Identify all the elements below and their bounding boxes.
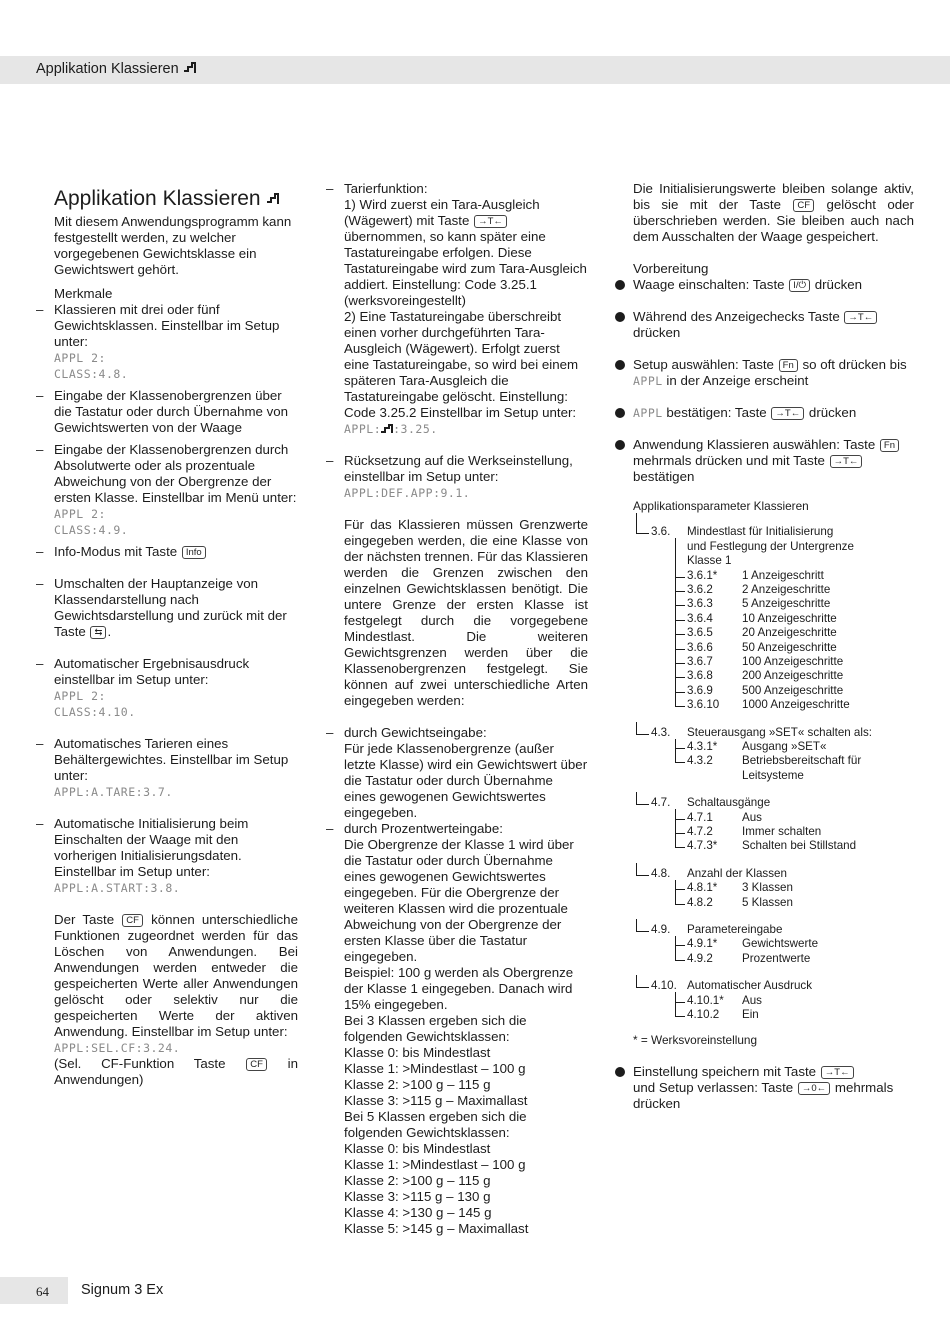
parameter-label: Ausgang »SET« [742,739,827,753]
column-middle [326,181,588,1237]
step-text: Einstellung speichern mit Taste [633,1064,817,1080]
step-item [633,405,914,421]
parameter-code: 3.6.7 [687,654,713,668]
step-item [633,277,914,293]
parameter-code: 4.7.3* [687,839,718,853]
parameter-code: 4.7.2 [687,824,713,838]
class-line: Klasse 1: >Mindestlast – 100 g [344,1157,526,1172]
power-key-icon: I/⏻ [789,279,810,292]
column-right [614,181,914,1112]
gewicht-text: Für jede Klassenobergrenze (außer letzte Klasse) wird ein Gewichtswert über die Tastatur oder durch Übernahme eines gewogenen Gewichtswertes eingegeben. [344,741,588,820]
bullet-icon [615,312,625,322]
parameter-label: Schaltausgänge [687,796,771,810]
parameter-label: Mindestlast für Initialisierung [687,525,834,539]
feature-text: Automatischer Ergebnisausdruck einstellbar im Setup unter: [54,656,250,687]
cf-text: können unterschiedliche Funktionen zugeordnet werden für das Löschen von Anwendungen. Bei Anwendungen werden entweder die gespeicherten Werte aller Anwendungen gelöscht oder selektiv nur die gespeicherten Werte der aktiven Anwendung. Einstellbar im Setup unter: [54,912,298,1039]
lcd-code: CLASS:4.8. [54,367,129,381]
feature-text: Eingabe der Klassenobergrenzen durch Absolutwerte oder als prozentuale Abweichung von der Obergrenze der ersten Klasse. Einstellbar im Menü unter: [54,442,297,505]
class-line: Klasse 1: >Mindestlast – 100 g [344,1061,526,1076]
parameter-label: und Festlegung der Untergrenze [687,539,854,553]
cf-key-icon: CF [246,1058,267,1071]
step-text: bestätigen: Taste [666,405,767,420]
step-text: mehrmals drücken und mit Taste [633,453,825,468]
lcd-code: APPL:A.START:3.8. [54,881,181,895]
parameter-code: 3.6.2 [687,582,713,596]
feature-item: – Automatische Initialisierung beim Einschalten der Waage mit den vorherigen Initialisierungsdaten. Einstellbar im Setup unter: APPL:A.START:3.8. [36,816,249,895]
parameter-code: 4.9.1* [687,937,718,951]
step-text: drücken [633,325,681,340]
step-item [633,1064,914,1112]
feature-text: Info-Modus mit Taste [54,544,178,559]
parameter-code: 4.10. [651,979,677,993]
prozent-text: Die Obergrenze der Klasse 1 wird über die Tastatur oder durch Übernahme eines gewogenen Gewichtswertes eingegeben. Für die Obergrenze der weiteren Klassen wird die prozentuale Abweichung von der Obergrenze der ersten Klasse über die Tastatur eingegeben. [344,837,574,964]
lcd-code: CLASS:4.9. [54,523,129,537]
beispiel-text: Beispiel: 100 g werden als Obergrenze der Klasse 1 eingegeben. Danach wird 15% eingegeben. [344,965,574,1012]
footnote: * = Werksvoreinstellung [633,1033,758,1048]
class-line: Klasse 0: bis Mindestlast [344,1045,491,1060]
info-key-icon: Info [182,546,206,559]
step-item [633,357,914,389]
footer-page-box [0,1277,68,1304]
tara-item: – Tarierfunktion: 1) Wird zuerst ein Tara-Ausgleich (Wägewert) mit Taste →T← übernommen, so kann später eine Tastatureingabe erfolgen. Diese Tastatureingabe wird zum Tara-Ausgleich addiert. Einstellung: Code 3.25.1 (werksvoreingestellt) 2) Eine Tastatureingabe überschreibt einen vorher durchgeführten Tara-Ausgleich (Wägewert). Erfolgt zuerst eine Tastatureingabe, so wird bei einem späteren Tara-Ausgleich die Tastatureingabe gelöscht. Einstellung: Code 3.25.2 Einstellbar im Setup unter: APPL: :3.25. [326,181,587,436]
feature-item: – Automatisches Tarieren eines Behältergewichtes. Einstellbar im Setup unter: APPL:A.TARE:3.7. [36,736,289,799]
footer-title: Signum 3 Ex [81,1282,164,1298]
tree-sub-branch-line [675,748,685,749]
zero-key-icon: →0← [798,1082,830,1095]
tree-sub-branch-line [675,634,685,635]
parameter-label: Aus [742,993,762,1007]
parameter-label: 20 Anzeigeschritte [742,626,837,640]
step-item [633,437,914,485]
parameter-label: 1000 Anzeigeschritte [742,698,850,712]
parameter-code: 3.6.6 [687,640,713,654]
tree-sub-line [675,880,676,904]
tree-sub-branch-line [675,960,685,961]
tree-branch-line [636,804,649,805]
toggle-key-icon: ⇆ [90,626,106,639]
parameter-label: Gewichtswerte [742,937,819,951]
tree-sub-line [675,809,676,847]
tree-sub-branch-line [675,904,685,905]
parameter-label: Klasse 1 [687,554,732,568]
tree-sub-line [675,936,676,960]
prozent-title: durch Prozentwerteingabe: [344,821,503,836]
feature-text: Automatisches Tarieren eines Behältergewichtes. Einstellbar im Setup unter: [54,736,289,783]
tree-sub-branch-line [675,577,685,578]
tree-sub-branch-line [675,819,685,820]
tree-branch-line [636,533,649,534]
bullet-icon [615,408,625,418]
class-line: Klasse 3: >115 g – Maximallast [344,1093,528,1108]
parameter-code: 4.3.2 [687,754,713,768]
parameter-label: Automatischer Ausdruck [687,979,813,993]
step-text: Setup auswählen: Taste [633,357,774,372]
parameter-label: Ein [742,1007,759,1021]
parameter-code: 4.8.1* [687,881,718,895]
parameter-code: 4.3.1* [687,739,718,753]
parameter-code: 3.6.10 [687,698,720,712]
tree-sub-branch-line [675,762,685,763]
parameter-code: 3.6. [651,525,671,539]
parameter-tree-title: Applikationsparameter Klassieren [633,499,809,513]
step-text: drücken [814,277,863,292]
cf-text: Der Taste [54,912,115,927]
parameter-label: Immer schalten [742,824,822,838]
tara-text: übernommen, so kann später eine Tastatureingabe erfolgen. Diese Tastatureingabe wird zum Tara-Ausgleich addiert. Einstellung: Code 3.25.1 (werksvoreingestellt) [344,229,587,308]
tare-key-icon: →T← [821,1066,854,1079]
cf-text: in Anwendungen) [54,1056,298,1087]
page-number: 64 [36,1284,49,1299]
lcd-code: APPL 2: [54,507,106,521]
gewicht-title: durch Gewichtseingabe: [344,725,487,740]
lcd-code: APPL: [344,422,382,436]
tare-key-icon: →T← [474,215,507,228]
classify-step-icon [183,62,197,74]
cf-paragraph [54,912,298,1088]
tree-sub-branch-line [675,833,685,834]
parameter-label: Prozentwerte [742,951,811,965]
tree-sub-branch-line [675,945,685,946]
reset-text: Rücksetzung auf die Werkseinstellung, einstellbar im Setup unter: [344,453,573,484]
parameter-code: 4.9. [651,922,671,936]
parameter-code: 4.9.2 [687,951,713,965]
tara-title: Tarierfunktion: [344,181,428,196]
parameter-row [633,979,933,993]
tree-sub-branch-line [675,649,685,650]
parameter-code: 4.3. [651,725,671,739]
feature-item: – Eingabe der Klassenobergrenzen über die Tastatur oder durch Übernahme von Gewichtswerten von der Waage [36,388,289,435]
feature-item: – Automatischer Ergebnisausdruck einstellbar im Setup unter: APPL 2: CLASS:4.10. [36,656,250,719]
lcd-code: :3.25. [393,422,438,436]
tara-text: 1) Wird zuerst ein Tara-Ausgleich (Wägewert) mit Taste [344,197,540,228]
feature-item: – Info-Modus mit Taste Info [54,544,298,560]
parameter-row [633,923,933,937]
parameter-code: 4.8. [651,866,671,880]
cf-text: (Sel. CF-Funktion Taste [54,1056,226,1071]
k3-list [344,1045,588,1109]
parameter-label: 50 Anzeigeschritte [742,640,837,654]
feature-text: Umschalten der Hauptanzeige von Klassendarstellung nach Gewichtsdarstellung und zurück mit der Taste [54,576,287,639]
tree-sub-branch-line [675,663,685,664]
parameter-code: 3.6.5 [687,626,713,640]
tree-sub-branch-line [675,591,685,592]
parameter-label: Aus [742,810,762,824]
parameter-tree [633,499,914,1022]
step-text: so oft drücken bis [802,357,907,372]
class-line: Klasse 3: >115 g – 130 g [344,1189,491,1204]
tree-trunk-line [636,521,637,533]
vorbereitung-heading: Vorbereitung [633,261,709,276]
lcd-code: APPL [633,374,663,388]
tare-key-icon: →T← [844,311,877,324]
tree-branch-line [636,875,649,876]
lcd-code: APPL:DEF.APP:9.1. [344,486,471,500]
tree-sub-branch-line [675,1016,685,1017]
tree-sub-branch-line [675,692,685,693]
tree-trunk-line [636,792,637,804]
feature-text: Eingabe der Klassenobergrenzen über die Tastatur oder durch Übernahme von Gewichtswerten von der Waage [54,388,289,435]
step-text: bestätigen [633,469,695,484]
parameter-code: 4.10.2 [687,1007,720,1021]
parameter-label: Leitsysteme [742,768,804,782]
parameter-label: 200 Anzeigeschritte [742,669,844,683]
tree-sub-branch-line [675,620,685,621]
cf-key-icon: CF [122,914,143,927]
parameter-label: Anzahl der Klassen [687,866,787,880]
step-text: in der Anzeige erscheint [666,373,809,388]
parameter-code: 3.6.4 [687,611,713,625]
tree-sub-line [675,739,676,763]
init-text: gelöscht oder überschrieben werden. Sie bleiben auch nach dem Ausschalten der Waage gespeichert. [633,197,914,244]
header-title [36,61,197,77]
lcd-code: CLASS:4.10. [54,705,136,719]
header-band [0,56,950,84]
parameter-label: Steuerausgang »SET« schalten als: [687,725,872,739]
lcd-code: APPL [633,406,663,420]
gewicht-item: – durch Gewichtseingabe: Für jede Klassenobergrenze (außer letzte Klasse) wird ein Gewichtswert über die Tastatur oder durch Übernahme eines gewogenen Gewichtswertes eingegeben. [326,725,588,820]
parameter-code: 3.6.9 [687,683,713,697]
tree-sub-branch-line [675,889,685,890]
fn-key-icon: Fn [880,439,899,452]
tree-sub-branch-line [675,1002,685,1003]
tare-key-icon: →T← [771,407,804,420]
parameter-row [633,867,933,881]
init-paragraph [633,181,914,245]
k5-list [344,1141,588,1237]
parameter-label: Schalten bei Stillstand [742,839,857,853]
k3-title: Bei 3 Klassen ergeben sich die folgenden Gewichtsklassen: [344,1013,527,1044]
tare-key-icon: →T← [830,455,863,468]
parameter-label: 10 Anzeigeschritte [742,611,837,625]
parameter-label: 500 Anzeigeschritte [742,683,844,697]
feature-text: Klassieren mit drei oder fünf Gewichtsklassen. Einstellbar im Setup unter: [54,302,280,349]
parameter-code: 3.6.3 [687,597,713,611]
class-line: Klasse 2: >100 g – 115 g [344,1173,491,1188]
step-text: Anwendung Klassieren auswählen: Taste [633,437,876,452]
parameter-code: 4.8.2 [687,895,713,909]
page-title [54,186,298,212]
grenzwerte-paragraph: Für das Klassieren müssen Grenzwerte eingegeben werden, die eine Klasse von der nächsten trennen. Für das Klassieren werden die Grenzen zwischen den einzelnen Gewichtsklassen benötigt. Die untere Grenze der ersten Klasse ist festgelegt durch die vorgegebene Mindestlast. Die weiteren Gewichtsgrenzen werden über die Klassenobergrenzen festgelegt. Sie können auf zwei unterschiedliche Arten eingegeben werden: [344,517,588,708]
lcd-code: APPL 2: [54,689,106,703]
parameter-label: 2 Anzeigeschritte [742,582,831,596]
parameter-label: Betriebsbereitschaft für [742,754,862,768]
lcd-code: APPL:SEL.CF:3.24. [54,1041,181,1055]
intro-paragraph: Mit diesem Anwendungsprogramm kann festgestellt werden, zu welcher vorgegebenen Gewichtsklasse ein Gewichtswert gehört. [54,214,292,277]
feature-item: – Umschalten der Hauptanzeige von Klassendarstellung nach Gewichtsdarstellung und zurück mit der Taste ⇆ . [36,576,287,639]
class-line: Klasse 2: >100 g – 115 g [344,1077,491,1092]
step-text: und Setup verlassen: Taste [633,1080,794,1096]
bullet-icon [615,280,625,290]
class-line: Klasse 0: bis Mindestlast [344,1141,491,1156]
tree-trunk-line [636,975,637,987]
init-text: Die Initialisierungswerte bleiben solange aktiv, bis sie mit der Taste [633,181,914,212]
parameter-row [633,525,933,539]
parameter-label: 3 Klassen [742,881,793,895]
parameter-code: 4.7. [651,796,671,810]
tree-sub-branch-line [675,677,685,678]
lcd-code: APPL 2: [54,351,106,365]
parameter-row [633,554,933,568]
step-text: mehrmals drücken [633,1080,894,1112]
step-text: Waage einschalten: Taste [633,277,785,292]
fn-key-icon: Fn [779,359,798,372]
merkmale-heading: Merkmale [54,286,113,301]
feature-item: – Eingabe der Klassenobergrenzen durch Absolutwerte oder als prozentuale Abweichung von der Obergrenze der ersten Klasse. Einstellbar im Menü unter: APPL 2: CLASS:4.9. [36,442,297,537]
tree-trunk-line [636,919,637,931]
tree-branch-line [636,931,649,932]
bullet-icon [615,440,625,450]
parameter-code: 3.6.8 [687,669,713,683]
cf-key-icon: CF [793,199,814,212]
header-title-text: Applikation Klassieren [36,61,179,77]
parameter-code: 4.7.1 [687,810,713,824]
parameter-code: 3.6.1* [687,568,718,582]
parameter-row [633,769,933,783]
parameter-label: 5 Anzeigeschritte [742,597,831,611]
tree-branch-line [636,734,649,735]
k5-title: Bei 5 Klassen ergeben sich die folgenden Gewichtsklassen: [344,1109,527,1140]
parameter-row [633,540,933,554]
tree-sub-branch-line [675,605,685,606]
parameter-label: 1 Anzeigeschritt [742,568,824,582]
column-left [36,186,298,1088]
tree-sub-line [675,992,676,1016]
tree-sub-branch-line [675,706,685,707]
classify-step-icon [266,193,280,205]
parameter-tree-rows [633,525,914,1022]
tree-branch-line [636,987,649,988]
reset-item: – Rücksetzung auf die Werkseinstellung, einstellbar im Setup unter: APPL:DEF.APP:9.1. [326,453,573,500]
bullet-icon [615,360,625,370]
parameter-label: 100 Anzeigeschritte [742,654,844,668]
class-line: Klasse 5: >145 g – Maximallast [344,1221,529,1236]
parameter-row [633,726,933,740]
parameter-row [633,796,933,810]
class-line: Klasse 4: >130 g – 145 g [344,1205,492,1220]
parameter-label: 5 Klassen [742,895,793,909]
parameter-label: Parametereingabe [687,922,783,936]
step-item [633,309,914,341]
bullet-icon [615,1067,625,1077]
tree-trunk-line [636,722,637,734]
prozent-item: – durch Prozentwerteingabe: Die Obergrenze der Klasse 1 wird über die Tastatur oder durch Übernahme eines gewogenen Gewichtswertes eingegeben. Für die Obergrenze der weiteren Klassen wird die prozentuale Abweichung von der Obergrenze der ersten Klasse über die Tastatur eingegeben. Beispiel: 100 g werden als Obergrenze der Klasse 1 eingegeben. Danach wird 15% eingegeben. Bei 3 Klassen ergeben sich die folgenden Gewichtsklassen: Klasse 0: bis Mindestlast Klasse 1: >Mindestlast – 100 g Klasse 2: >100 g – 115 g Klasse 3: >115 g – Maximallast Bei 5 Klassen ergeben sich die folgenden Gewichtsklassen: Klasse 0: bis Mindestlast Klasse 1: >Mindestlast – 100 g Klasse 2: >100 g – 115 g Klasse 3: >115 g – 130 g Klasse 4: >130 g – 145 g Klasse 5: >145 g – Maximallast [344,821,588,1237]
step-text: drücken [808,405,857,420]
page-title-text: Applikation Klassieren [54,187,261,210]
parameter-code: 4.10.1* [687,993,724,1007]
classify-step-icon [381,424,393,434]
feature-text: Automatische Initialisierung beim Einschalten der Waage mit den vorherigen Initialisierungsdaten. Einstellbar im Setup unter: [54,816,249,879]
tara-text: 2) Eine Tastatureingabe überschreibt einen vorher durchgeführten Tara-Ausgleich (Wägewert). Erfolgt zuerst eine Tastatureingabe, so wird bei einem späteren Tara-Ausgleich die Tastatureingabe gelöscht. Einstellung: Code 3.25.2 Einstellbar im Setup unter: [344,309,579,420]
feature-item: – Klassieren mit drei oder fünf Gewichtsklassen. Einstellbar im Setup unter: APPL 2: CLASS:4.8. [36,302,280,381]
lcd-code: APPL:A.TARE:3.7. [54,785,173,799]
tree-sub-line [675,538,676,706]
tree-sub-branch-line [675,847,685,848]
step-text: Während des Anzeigechecks Taste [633,309,840,324]
tree-trunk-line [636,863,637,875]
